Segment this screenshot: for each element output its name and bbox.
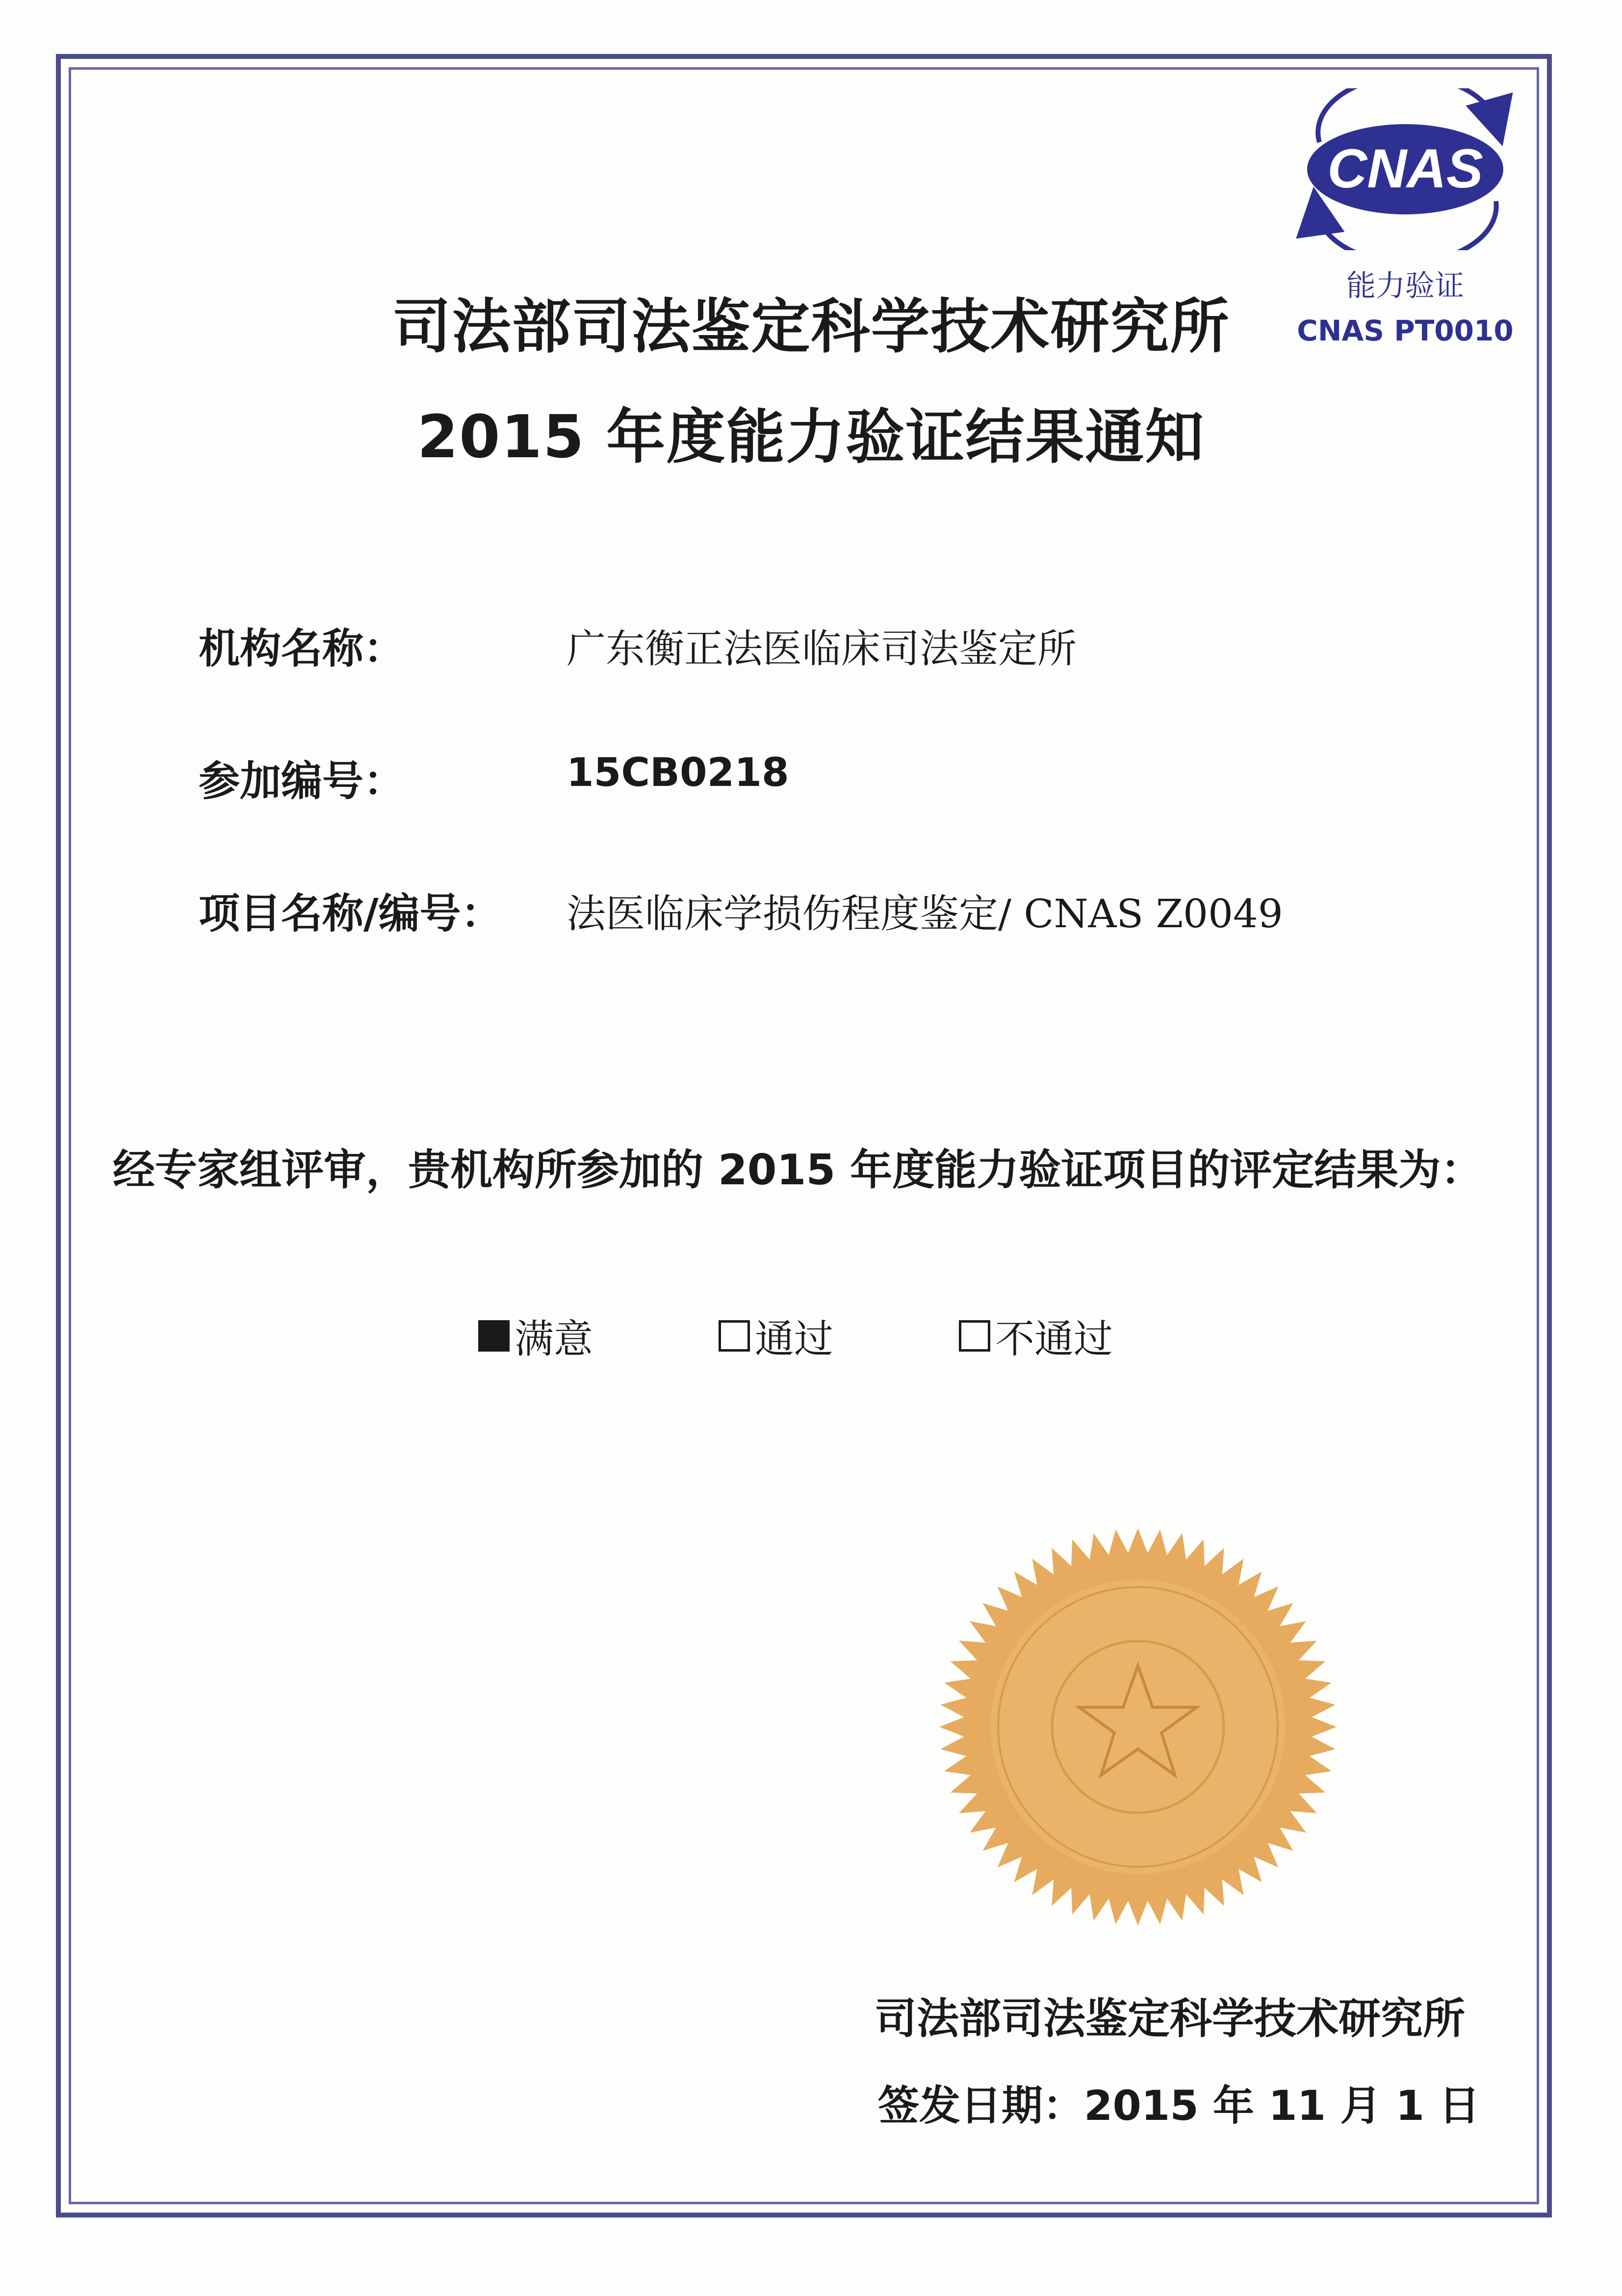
title-line-1: 司法部司法鉴定科学技术研究所 <box>392 293 1230 361</box>
issuer-name: 司法部司法鉴定科学技术研究所 <box>875 1994 1465 2043</box>
field-value-project: 法医临床学损伤程度鉴定/ CNAS Z0049 <box>566 891 1283 937</box>
field-label-participant-no: 参加编号： <box>199 757 405 805</box>
option-fail <box>959 1307 1113 1364</box>
option-pass <box>719 1307 833 1364</box>
option-label-pass: 通过 <box>755 1316 833 1362</box>
checked-box-icon <box>478 1320 510 1352</box>
field-label-project: 项目名称/编号： <box>199 889 502 938</box>
issue-date: 签发日期：2015 年 11 月 1 日 <box>878 2082 1480 2130</box>
option-label-satisfactory: 满意 <box>515 1316 593 1362</box>
cnas-mark-text: CNAS <box>1327 138 1483 199</box>
field-label-org: 机构名称： <box>199 625 405 673</box>
field-value-org: 广东衡正法医临床司法鉴定所 <box>566 626 1077 672</box>
cnas-code: CNAS PT0010 <box>1297 314 1514 347</box>
option-satisfactory <box>478 1307 593 1364</box>
cnas-caption: 能力验证 <box>1346 269 1464 303</box>
result-statement: 经专家组评审，贵机构所参加的 2015 年度能力验证项目的评定结果为： <box>113 1146 1483 1195</box>
field-value-participant-no: 15CB0218 <box>566 750 789 795</box>
empty-box-icon <box>719 1320 750 1352</box>
option-label-fail: 不通过 <box>995 1316 1113 1362</box>
cnas-logo <box>1290 88 1520 250</box>
empty-box-icon <box>959 1320 990 1352</box>
gold-seal <box>937 1526 1339 1928</box>
title-line-2: 2015 年度能力验证结果通知 <box>417 403 1205 471</box>
